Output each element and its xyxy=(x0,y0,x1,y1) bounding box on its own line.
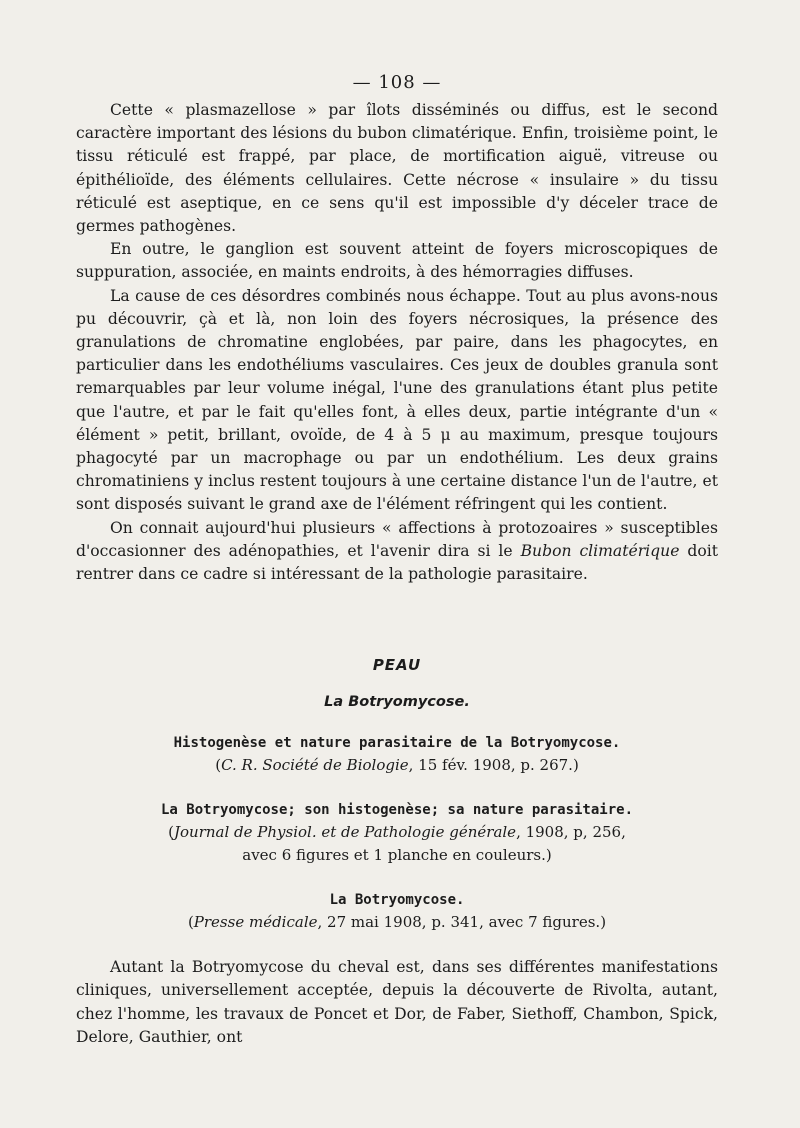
paragraph: Cette « plasmazellose » par îlots disséminés ou diffus, est le second caractère important des lésions du bubon climatérique. Enfin, troisième point, le tissu réticulé est frappé, par place, de mortification aiguë, vitreuse ou épithélioïde, des éléments cellulaires. Cette nécrose « insulaire » du tissu réticulé est aseptique, en ce sens qu'il est impossible d'y déceler trace de germes pathogènes. xyxy=(76,101,718,236)
sub-heading: La Botryomycose. xyxy=(324,694,470,711)
reference-citation xyxy=(76,911,718,934)
reference-entry xyxy=(76,732,718,777)
reference-entry xyxy=(76,799,718,867)
body-text xyxy=(76,99,718,586)
citation-details: , 1908, p, 256, xyxy=(516,823,626,842)
citation-open: ( xyxy=(187,913,194,932)
paragraph: La cause de ces désordres combinés nous échappe. Tout au plus avons-nous pu découvrir, çà et là, non loin des foyers nécrosiques, la présence des granulations de chromatine englobées, par paire, dans les phagocytes, en particulier dans les endothéliums vasculaires. Ces jeux de doubles granula sont remarquables par leur volume inégal, l'une des granulations étant plus petite que l'autre, et par le fait qu'elles font, à elles deux, partie intégrante d'un « élément » petit, brillant, ovoïde, de 4 à 5 μ au maximum, presque toujours phagocyté par un macrophage ou par un endothélium. Les deux grains chromatiniens y inclus restent toujours à une certaine distance l'un de l'autre, et sont disposés suivant le grand axe de l'élément réfringent qui les contient. xyxy=(76,286,718,514)
reference-title: La Botryomycose; son histogenèse; sa nature parasitaire. xyxy=(160,802,633,819)
section-heading: PEAU xyxy=(372,656,422,675)
citation-journal: Presse médicale xyxy=(193,913,318,932)
paragraph-text: doit rentrer dans ce cadre si intéressant de la pathologie parasitaire. xyxy=(76,541,718,584)
citation-journal: Journal de Physiol. et de Pathologie générale xyxy=(174,823,517,842)
paragraph-italic-term: Bubon climatérique xyxy=(520,541,680,560)
reference-title: La Botryomycose. xyxy=(329,892,465,909)
paragraph: Autant la Botryomycose du cheval est, dans ses différentes manifestations cliniques, universellement acceptée, depuis la découverte de Rivolta, autant, chez l'homme, les travaux de Poncet et Dor, de Faber, Siethoff, Chambon, Spick, Delore, Gauthier, ont xyxy=(76,958,718,1046)
reference-citation xyxy=(76,754,718,777)
citation-extra: avec 6 figures et 1 planche en couleurs.) xyxy=(242,846,552,865)
citation-open: ( xyxy=(215,756,222,775)
reference-citation xyxy=(76,821,718,844)
paragraph xyxy=(76,517,718,587)
citation-journal: C. R. Société de Biologie xyxy=(221,756,409,775)
citation-details: , 15 fév. 1908, p. 267.) xyxy=(408,756,579,775)
paragraph-text: On connait aujourd'hui plusieurs « affections à protozoaires » susceptibles d'occasionner des adénopathies, et l'avenir dira si le xyxy=(76,518,718,560)
citation-details: , 27 mai 1908, p. 341, avec 7 figures.) xyxy=(317,913,607,932)
citation-open: ( xyxy=(168,823,174,842)
closing-text xyxy=(76,956,718,1049)
reference-entry xyxy=(76,889,718,934)
reference-title: Histogenèse et nature parasitaire de la Botryomycose. xyxy=(173,735,621,752)
page-number: — 108 — xyxy=(352,72,442,93)
paragraph: En outre, le ganglion est souvent atteint de foyers microscopiques de suppuration, associée, en maints endroits, à des hémorragies diffuses. xyxy=(76,240,718,282)
